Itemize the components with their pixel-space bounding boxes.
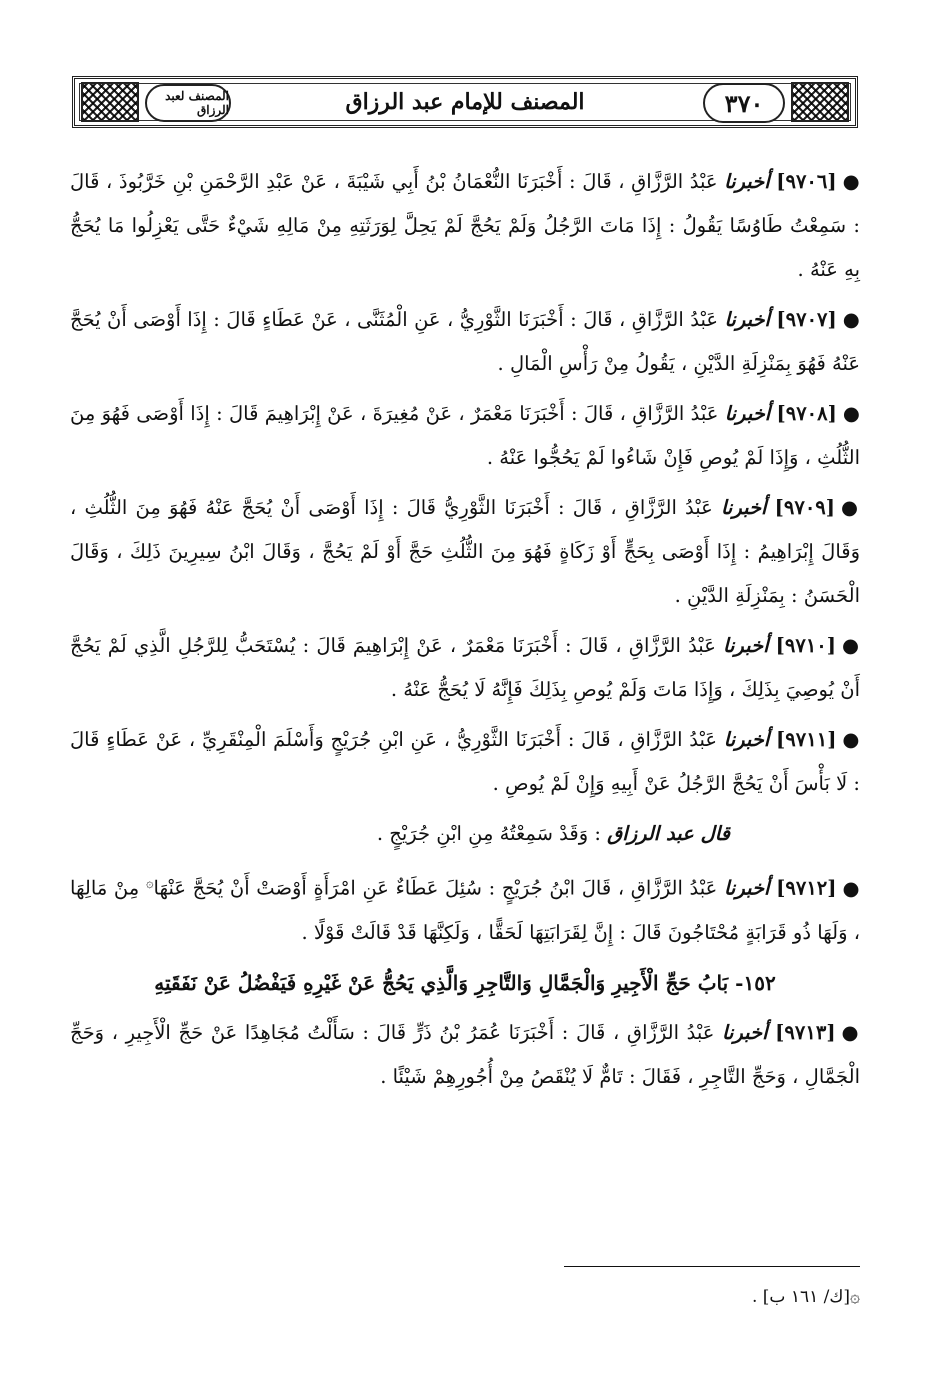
hadith-text: عَبْدُ الرَّزَّاقِ ، قَالَ : أَخْبَرَنَا الثَّوْرِيُّ ، عَنِ الْمُثَنَّى ، عَنْ عَطَاءٍ قَالَ : إِذَا أَوْصَى أَنْ يُحَجَّ عَنْهُ فَهُوَ بِمَنْزِلَةِ الدَّيْنِ ، يَقُولُ مِنْ رَأْسِ الْمَالِ . (70, 308, 860, 375)
akhbarana-label: أخبرنا (723, 876, 770, 900)
entry-bullet: ● (842, 402, 860, 425)
akhbarana-label: أخبرنا (722, 1020, 768, 1044)
akhbarana-label: أخبرنا (720, 496, 767, 519)
hadith-text-continued: مِنْ مَالِهَا ، وَلَهَا ذُو قَرَابَةٍ مُحْتَاجُونَ قَالَ : إِنَّ لِقَرَابَتِهَا لَحَقًّا ، وَلَكِنَّهَا قَدْ قَالَتْ قَوْلًا . (70, 876, 860, 944)
hadith-number: [٩٧٠٧] (776, 308, 837, 331)
ornament-left (81, 82, 139, 122)
footnote-separator (564, 1266, 860, 1267)
hadith-text: عَبْدُ الرَّزَّاقِ ، قَالَ : أَخْبَرَنَا مَعْمَرٌ ، عَنْ مُغِيرَةَ ، عَنْ إِبْرَاهِيمَ قَالَ : إِذَا أَوْصَى فَهُوَ مِنَ الثُّلُثِ ، وَإِذَا لَمْ يُوصِ فَإِنْ شَاءُوا لَمْ يَحُجُّوا عَنْهُ . (70, 402, 860, 469)
entry-bullet: ● (842, 308, 861, 331)
note-speaker: قال عبد الرزاق (607, 822, 730, 845)
footnote (752, 1282, 860, 1312)
entry-bullet: ● (842, 634, 861, 657)
hadith-entry (70, 1011, 860, 1099)
footnote-marker[interactable]: ۞ (145, 876, 154, 891)
page-body (70, 160, 860, 1105)
hadith-number: [٩٧١٢] (776, 876, 837, 900)
footnote-text: [ك/ ١٦١ ب] . (751, 1287, 851, 1307)
footnote-mark: ۞ (850, 1287, 860, 1307)
hadith-number: [٩٧٠٩] (774, 496, 836, 519)
akhbarana-label: أخبرنا (724, 170, 770, 193)
hadith-entry (70, 160, 860, 292)
chapter-heading: ١٥٢- بَابُ حَجِّ الْأَجِيرِ وَالْجَمَّالِ وَالتَّاجِرِ وَالَّذِي يَحُجُّ عَنْ غَيْرِهِ فَيَفْضُلُ عَنْ نَفَقَتِهِ (154, 970, 776, 995)
hadith-text: عَبْدُ الرَّزَّاقِ ، قَالَ ابْنُ جُرَيْجٍ : سُئِلَ عَطَاءٌ عَنِ امْرَأَةٍ أَوْصَتْ أَنْ يُحَجَّ عَنْهَا (153, 876, 718, 900)
hadith-number: [٩٧٠٨] (776, 402, 837, 425)
akhbarana-label: أخبرنا (724, 308, 770, 331)
entry-bullet: ● (841, 496, 861, 519)
hadith-entry (70, 624, 860, 712)
abdurrazzaq-note (70, 812, 860, 856)
entry-bullet: ● (842, 728, 860, 751)
hadith-number: [٩٧١١] (776, 728, 837, 751)
running-header (72, 76, 858, 128)
hadith-text: عَبْدُ الرَّزَّاقِ ، قَالَ : أَخْبَرَنَا النُّعْمَانُ بْنُ أَبِي شَيْبَةَ ، عَنْ عَبْدِ الرَّحْمَنِ بْنِ خَرَّبُوذَ ، قَالَ : سَمِعْتُ طَاوُسًا يَقُولُ : إِذَا مَاتَ الرَّجُلُ وَلَمْ يَحُجَّ لَمْ يَحِلَّ لِوَرَثَتِهِ مِنْ مَالِهِ شَيْءٌ حَتَّى يَعْزِلُوا مَا يُحَجُّ بِهِ عَنْهُ . (70, 170, 860, 281)
hadith-entry (70, 862, 860, 955)
hadith-text: عَبْدُ الرَّزَّاقِ ، قَالَ : أَخْبَرَنَا الثَّوْرِيُّ قَالَ : إِذَا أَوْصَى أَنْ يُحَجَّ عَنْهُ فَهُوَ مِنَ الثُّلُثِ ، وَقَالَ إِبْرَاهِيمُ : إِذَا أَوْصَى بِحَجٍّ أَوْ زَكَاةٍ فَهُوَ مِنَ الثُّلُثِ حَجَّ أَوْ لَمْ يَحُجَّ ، وَقَالَ ابْنُ سِيرِينَ ذَلِكَ ، وَقَالَ الْحَسَنُ : بِمَنْزِلَةِ الدَّيْنِ . (70, 496, 860, 607)
hadith-entry (70, 298, 860, 386)
entry-bullet: ● (842, 170, 861, 193)
hadith-text: عَبْدُ الرَّزَّاقِ ، قَالَ : أَخْبَرَنَا مَعْمَرٌ ، عَنْ إِبْرَاهِيمَ قَالَ : يُسْتَحَبُّ لِلرَّجُلِ الَّذِي لَمْ يَحُجَّ أَنْ يُوصِيَ بِذَلِكَ ، وَإِذَا مَاتَ وَلَمْ يُوصِ بِذَلِكَ فَإِنَّهُ لَا يُحَجُّ عَنْهُ . (70, 634, 860, 701)
akhbarana-label: أخبرنا (723, 634, 769, 657)
entry-bullet: ● (842, 876, 860, 900)
akhbarana-label: أخبرنا (724, 402, 771, 425)
book-medallion: المصنف لعبد الرزاق (145, 84, 231, 122)
hadith-number: [٩٧٠٦] (776, 170, 837, 193)
running-title: المصنف للإمام عبد الرزاق (345, 89, 585, 115)
page-number: ٣٧٠ (703, 83, 785, 123)
hadith-entry (70, 486, 860, 618)
hadith-text: عَبْدُ الرَّزَّاقِ ، قَالَ : أَخْبَرَنَا عُمَرُ بْنُ ذَرٍّ قَالَ : سَأَلْتُ مُجَاهِدًا عَنْ حَجِّ الْأَجِيرِ ، وَحَجِّ الْجَمَّالِ ، وَحَجِّ التَّاجِرِ ، فَقَالَ : تَامٌّ لَا يُنْقَصُ مِنْ أُجُورِهِمْ شَيْئًا . (70, 1020, 860, 1088)
hadith-entry (70, 718, 860, 806)
hadith-text: عَبْدُ الرَّزَّاقِ ، قَالَ : أَخْبَرَنَا الثَّوْرِيُّ ، عَنِ ابْنِ جُرَيْجٍ وَأَسْلَمَ الْمِنْقَرِيِّ ، عَنْ عَطَاءٍ قَالَ : لَا بَأْسَ أَنْ يَحُجَّ الرَّجُلُ عَنْ أَبِيهِ وَإِنْ لَمْ يُوصِ . (70, 728, 860, 795)
note-text: : وَقَدْ سَمِعْتُهُ مِنِ ابْنِ جُرَيْجٍ . (376, 822, 601, 845)
entry-bullet: ● (841, 1020, 860, 1044)
akhbarana-label: أخبرنا (723, 728, 770, 751)
hadith-number: [٩٧١٠] (775, 634, 837, 657)
hadith-entry (70, 392, 860, 480)
ornament-right (791, 82, 849, 122)
hadith-number: [٩٧١٣] (775, 1020, 836, 1044)
